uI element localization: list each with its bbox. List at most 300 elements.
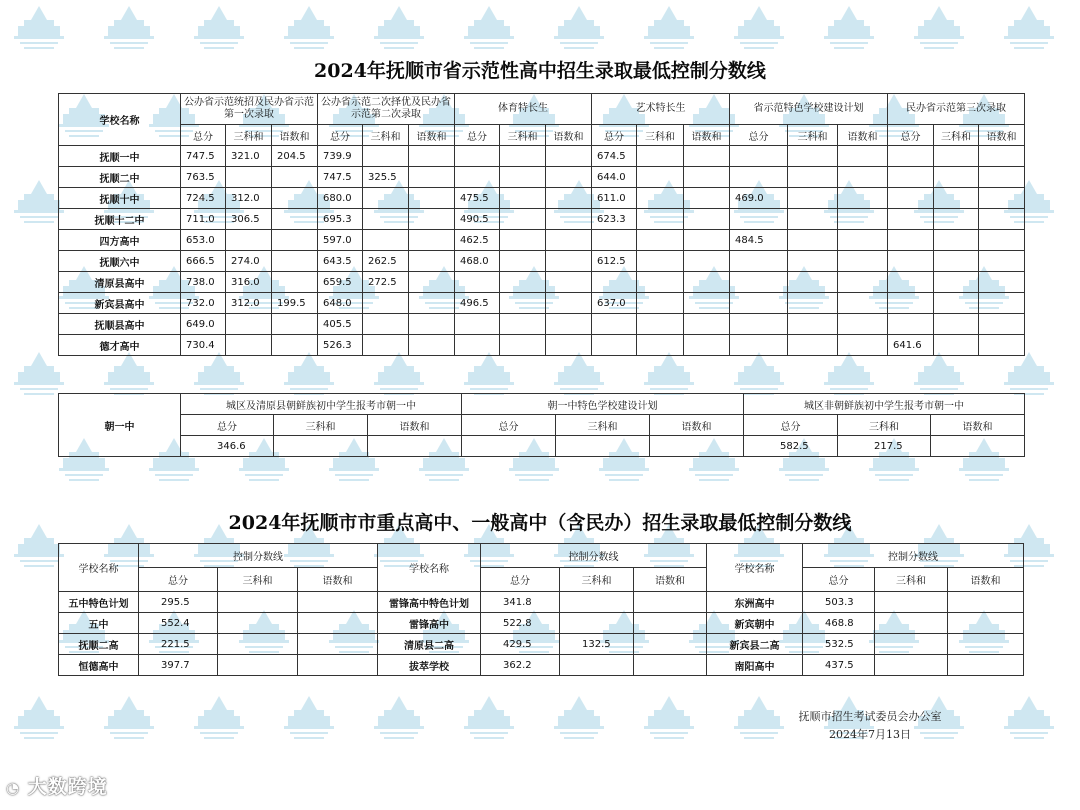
score-cell: 272.5 [363,272,409,293]
score-cell: 747.5 [181,146,226,167]
score-cell [226,167,272,188]
score-cell [875,655,948,676]
score-cell [979,314,1025,335]
score-cell [888,188,934,209]
score-cell [218,634,298,655]
demonstration-school-score-table [58,93,1025,356]
score-cell: 695.3 [318,209,363,230]
score-cell [500,251,546,272]
score-cell [888,167,934,188]
score-cell [556,436,650,457]
score-cell: 475.5 [455,188,500,209]
school-name: 抚顺六中 [59,251,181,272]
group-header: 城区非朝鲜族初中学生报考市朝一中 [744,394,1025,415]
score-cell: 306.5 [226,209,272,230]
group-header: 控制分数线 [803,544,1024,568]
building-icon [460,4,518,54]
issue-date: 2024年7月13日 [829,728,911,741]
score-cell [637,230,684,251]
score-cell [500,272,546,293]
score-cell [637,209,684,230]
score-cell: 739.9 [318,146,363,167]
score-cell [931,436,1025,457]
key-school-score-table [58,543,1024,676]
score-cell [363,209,409,230]
score-cell: 325.5 [363,167,409,188]
score-cell [409,293,455,314]
score-cell [979,209,1025,230]
sub-header: 总分 [481,568,560,592]
score-cell [888,272,934,293]
score-cell [560,613,634,634]
score-cell [218,592,298,613]
building-icon [370,694,428,744]
score-cell [546,209,592,230]
score-cell [546,188,592,209]
score-cell: 526.3 [318,335,363,356]
score-cell [409,314,455,335]
score-cell [637,146,684,167]
score-cell [274,436,368,457]
score-cell: 312.0 [226,188,272,209]
score-cell [272,272,318,293]
score-cell: 262.5 [363,251,409,272]
score-cell: 199.5 [272,293,318,314]
table-row [59,592,1024,613]
sub-header: 总分 [181,125,226,146]
sub-header: 语数和 [979,125,1025,146]
score-cell [788,293,838,314]
score-cell [272,251,318,272]
building-icon [640,694,698,744]
score-cell: 204.5 [272,146,318,167]
score-cell [592,272,637,293]
sub-header: 三科和 [875,568,948,592]
score-cell [363,146,409,167]
issuer-name: 抚顺市招生考试委员会办公室 [798,710,942,723]
score-cell [546,335,592,356]
score-cell [500,167,546,188]
building-icon [550,4,608,54]
score-cell [730,272,788,293]
score-cell [838,293,888,314]
score-cell [455,272,500,293]
group-header: 控制分数线 [139,544,378,568]
school-name: 新宾县高中 [59,293,181,314]
score-cell: 362.2 [481,655,560,676]
score-cell [634,655,707,676]
score-cell [948,592,1024,613]
score-cell: 611.0 [592,188,637,209]
score-cell [298,592,378,613]
score-cell [788,167,838,188]
score-cell: 644.0 [592,167,637,188]
group-header: 控制分数线 [481,544,707,568]
score-cell [462,436,556,457]
building-icon [820,4,878,54]
sub-header: 语数和 [948,568,1024,592]
score-cell: 496.5 [455,293,500,314]
group-header: 艺术特长生 [592,94,730,125]
score-cell: 730.4 [181,335,226,356]
score-cell [684,314,730,335]
sub-header: 三科和 [556,415,650,436]
score-cell [272,209,318,230]
school-name: 拔萃学校 [378,655,481,676]
score-cell [409,188,455,209]
building-icon [550,694,608,744]
score-cell: 763.5 [181,167,226,188]
sub-header: 三科和 [274,415,368,436]
score-cell [838,167,888,188]
score-cell: 666.5 [181,251,226,272]
score-cell: 221.5 [139,634,218,655]
score-cell [948,634,1024,655]
score-cell [888,293,934,314]
score-cell [948,613,1024,634]
building-icon [190,694,248,744]
score-cell [500,314,546,335]
building-icon [10,694,68,744]
score-cell: 653.0 [181,230,226,251]
score-cell [875,613,948,634]
score-cell [546,167,592,188]
score-cell [934,188,979,209]
score-cell [979,251,1025,272]
building-icon [460,694,518,744]
score-cell: 217.5 [838,436,931,457]
group-header: 省示范特色学校建设计划 [730,94,888,125]
score-cell [838,335,888,356]
school-name-header: 学校名称 [378,544,481,592]
score-cell [684,335,730,356]
score-cell: 429.5 [481,634,560,655]
score-cell [560,592,634,613]
sub-header: 语数和 [409,125,455,146]
brand-logo-icon: ◔ [6,779,21,797]
score-cell [637,293,684,314]
score-cell [888,251,934,272]
score-cell [363,230,409,251]
score-cell [888,146,934,167]
score-cell [684,251,730,272]
score-cell: 295.5 [139,592,218,613]
group-header: 公办省示范统招及民办省示范第一次录取 [181,94,318,125]
score-cell [409,230,455,251]
score-cell [637,272,684,293]
score-cell: 597.0 [318,230,363,251]
score-cell [730,146,788,167]
brand-label: 大数跨境 [27,776,108,798]
score-cell: 468.0 [455,251,500,272]
score-cell: 462.5 [455,230,500,251]
school-name-header: 学校名称 [707,544,803,592]
score-cell [730,335,788,356]
score-cell [634,592,707,613]
score-cell [272,230,318,251]
school-name: 南阳高中 [707,655,803,676]
sub-header: 总分 [181,415,274,436]
score-cell: 747.5 [318,167,363,188]
school-name: 抚顺一中 [59,146,181,167]
score-cell: 552.4 [139,613,218,634]
score-cell: 738.0 [181,272,226,293]
score-cell [298,655,378,676]
table-row [59,188,1025,209]
score-cell [888,314,934,335]
sub-header: 三科和 [788,125,838,146]
school-name: 雷锋高中特色计划 [378,592,481,613]
score-cell [409,167,455,188]
table-row [59,209,1025,230]
group-header: 公办省示范二次择优及民办省示范第二次录取 [318,94,455,125]
score-cell [788,188,838,209]
sub-header: 总分 [318,125,363,146]
table-row [59,251,1025,272]
score-cell [838,230,888,251]
building-icon [280,694,338,744]
score-cell [684,272,730,293]
score-cell: 711.0 [181,209,226,230]
group-header: 民办省示范第三次录取 [888,94,1025,125]
score-cell [592,314,637,335]
building-icon [370,4,428,54]
sub-header: 总分 [803,568,875,592]
score-cell: 484.5 [730,230,788,251]
building-icon [100,4,158,54]
score-cell [684,167,730,188]
school-name: 抚顺十中 [59,188,181,209]
brand-watermark [6,772,108,799]
score-cell [730,314,788,335]
score-cell [272,335,318,356]
score-cell: 321.0 [226,146,272,167]
section-title: 2024年抚顺市市重点高中、一般高中（含民办）招生录取最低控制分数线 [228,512,852,534]
score-cell [979,293,1025,314]
score-cell [634,613,707,634]
sub-header: 语数和 [368,415,462,436]
table-row [59,613,1024,634]
score-cell [363,293,409,314]
score-cell [934,209,979,230]
score-cell [363,335,409,356]
score-cell [500,146,546,167]
score-cell: 643.5 [318,251,363,272]
table-row [59,146,1025,167]
score-cell [363,188,409,209]
score-cell [684,230,730,251]
sub-header: 三科和 [637,125,684,146]
sub-header: 三科和 [218,568,298,592]
score-cell [546,314,592,335]
score-cell: 312.0 [226,293,272,314]
score-cell: 623.3 [592,209,637,230]
school-name: 清原县高中 [59,272,181,293]
score-cell [368,436,462,457]
score-cell: 582.5 [744,436,838,457]
score-cell [788,230,838,251]
score-cell [546,293,592,314]
score-cell [934,230,979,251]
score-cell [455,167,500,188]
score-cell [500,209,546,230]
score-cell [838,314,888,335]
sub-header: 三科和 [226,125,272,146]
score-cell [788,314,838,335]
score-cell: 316.0 [226,272,272,293]
school-name: 五中 [59,613,139,634]
score-cell [500,293,546,314]
score-cell [730,167,788,188]
score-cell: 680.0 [318,188,363,209]
table-row [59,293,1025,314]
score-cell [838,209,888,230]
sub-header: 三科和 [838,415,931,436]
score-cell: 437.5 [803,655,875,676]
score-cell [788,146,838,167]
score-cell [934,314,979,335]
score-cell [218,655,298,676]
score-cell [684,293,730,314]
score-cell: 532.5 [803,634,875,655]
score-cell [788,251,838,272]
sub-header: 语数和 [634,568,707,592]
score-cell [455,335,500,356]
score-cell [788,272,838,293]
sub-header: 总分 [455,125,500,146]
sub-header: 语数和 [546,125,592,146]
score-cell [934,146,979,167]
building-icon [190,4,248,54]
score-cell [218,613,298,634]
score-cell [592,335,637,356]
score-cell [838,272,888,293]
score-cell: 732.0 [181,293,226,314]
building-icon [280,4,338,54]
school-name: 四方高中 [59,230,181,251]
sub-header: 三科和 [363,125,409,146]
score-cell: 490.5 [455,209,500,230]
sub-header: 语数和 [931,415,1025,436]
score-cell [934,251,979,272]
score-cell [546,230,592,251]
score-cell [272,314,318,335]
sub-header: 三科和 [934,125,979,146]
score-cell [888,230,934,251]
school-name: 德才高中 [59,335,181,356]
score-cell: 522.8 [481,613,560,634]
score-cell [730,209,788,230]
group-header: 体育特长生 [455,94,592,125]
score-cell [875,592,948,613]
sub-header: 总分 [139,568,218,592]
table-row [59,272,1025,293]
score-cell [637,335,684,356]
score-cell [272,167,318,188]
school-name: 抚顺县高中 [59,314,181,335]
score-cell [730,251,788,272]
score-cell: 469.0 [730,188,788,209]
sub-header: 总分 [462,415,556,436]
building-icon [730,4,788,54]
score-cell [934,167,979,188]
building-icon [640,4,698,54]
table-row [59,655,1024,676]
score-cell [730,293,788,314]
score-cell [637,314,684,335]
score-cell [888,209,934,230]
table-row [59,335,1025,356]
score-cell [979,167,1025,188]
score-cell [272,188,318,209]
sub-header: 总分 [730,125,788,146]
score-cell [500,230,546,251]
group-header: 城区及清原县朝鲜族初中学生报考市朝一中 [181,394,462,415]
score-cell [788,209,838,230]
score-cell: 637.0 [592,293,637,314]
score-cell [409,146,455,167]
school-name-header: 学校名称 [59,94,181,146]
score-cell [592,230,637,251]
score-cell [560,655,634,676]
score-cell: 346.6 [181,436,274,457]
score-cell: 641.6 [888,335,934,356]
score-cell: 274.0 [226,251,272,272]
score-cell [546,146,592,167]
score-cell [409,251,455,272]
score-cell [455,314,500,335]
school-name: 清原县二高 [378,634,481,655]
school-name: 五中特色计划 [59,592,139,613]
score-cell [298,613,378,634]
school-name: 抚顺二高 [59,634,139,655]
school-name: 抚顺十二中 [59,209,181,230]
score-cell [934,272,979,293]
score-cell [546,272,592,293]
score-cell [409,335,455,356]
sub-header: 语数和 [298,568,378,592]
score-cell [948,655,1024,676]
score-cell [979,146,1025,167]
school-name: 抚顺二中 [59,167,181,188]
score-cell: 649.0 [181,314,226,335]
building-icon [1000,694,1058,744]
score-cell: 132.5 [560,634,634,655]
sub-header: 总分 [744,415,838,436]
score-cell: 659.5 [318,272,363,293]
score-cell [363,314,409,335]
sub-header: 语数和 [650,415,744,436]
school-name: 东洲高中 [707,592,803,613]
school-name-header: 学校名称 [59,544,139,592]
score-cell [934,335,979,356]
score-cell: 612.5 [592,251,637,272]
score-cell [979,272,1025,293]
score-cell [684,209,730,230]
score-cell [637,167,684,188]
score-cell: 468.8 [803,613,875,634]
score-cell [684,188,730,209]
score-cell: 724.5 [181,188,226,209]
score-cell: 405.5 [318,314,363,335]
sub-header: 三科和 [500,125,546,146]
score-cell [979,188,1025,209]
score-cell [637,188,684,209]
sub-header: 总分 [888,125,934,146]
score-cell [546,251,592,272]
sub-header: 语数和 [684,125,730,146]
score-cell: 397.7 [139,655,218,676]
